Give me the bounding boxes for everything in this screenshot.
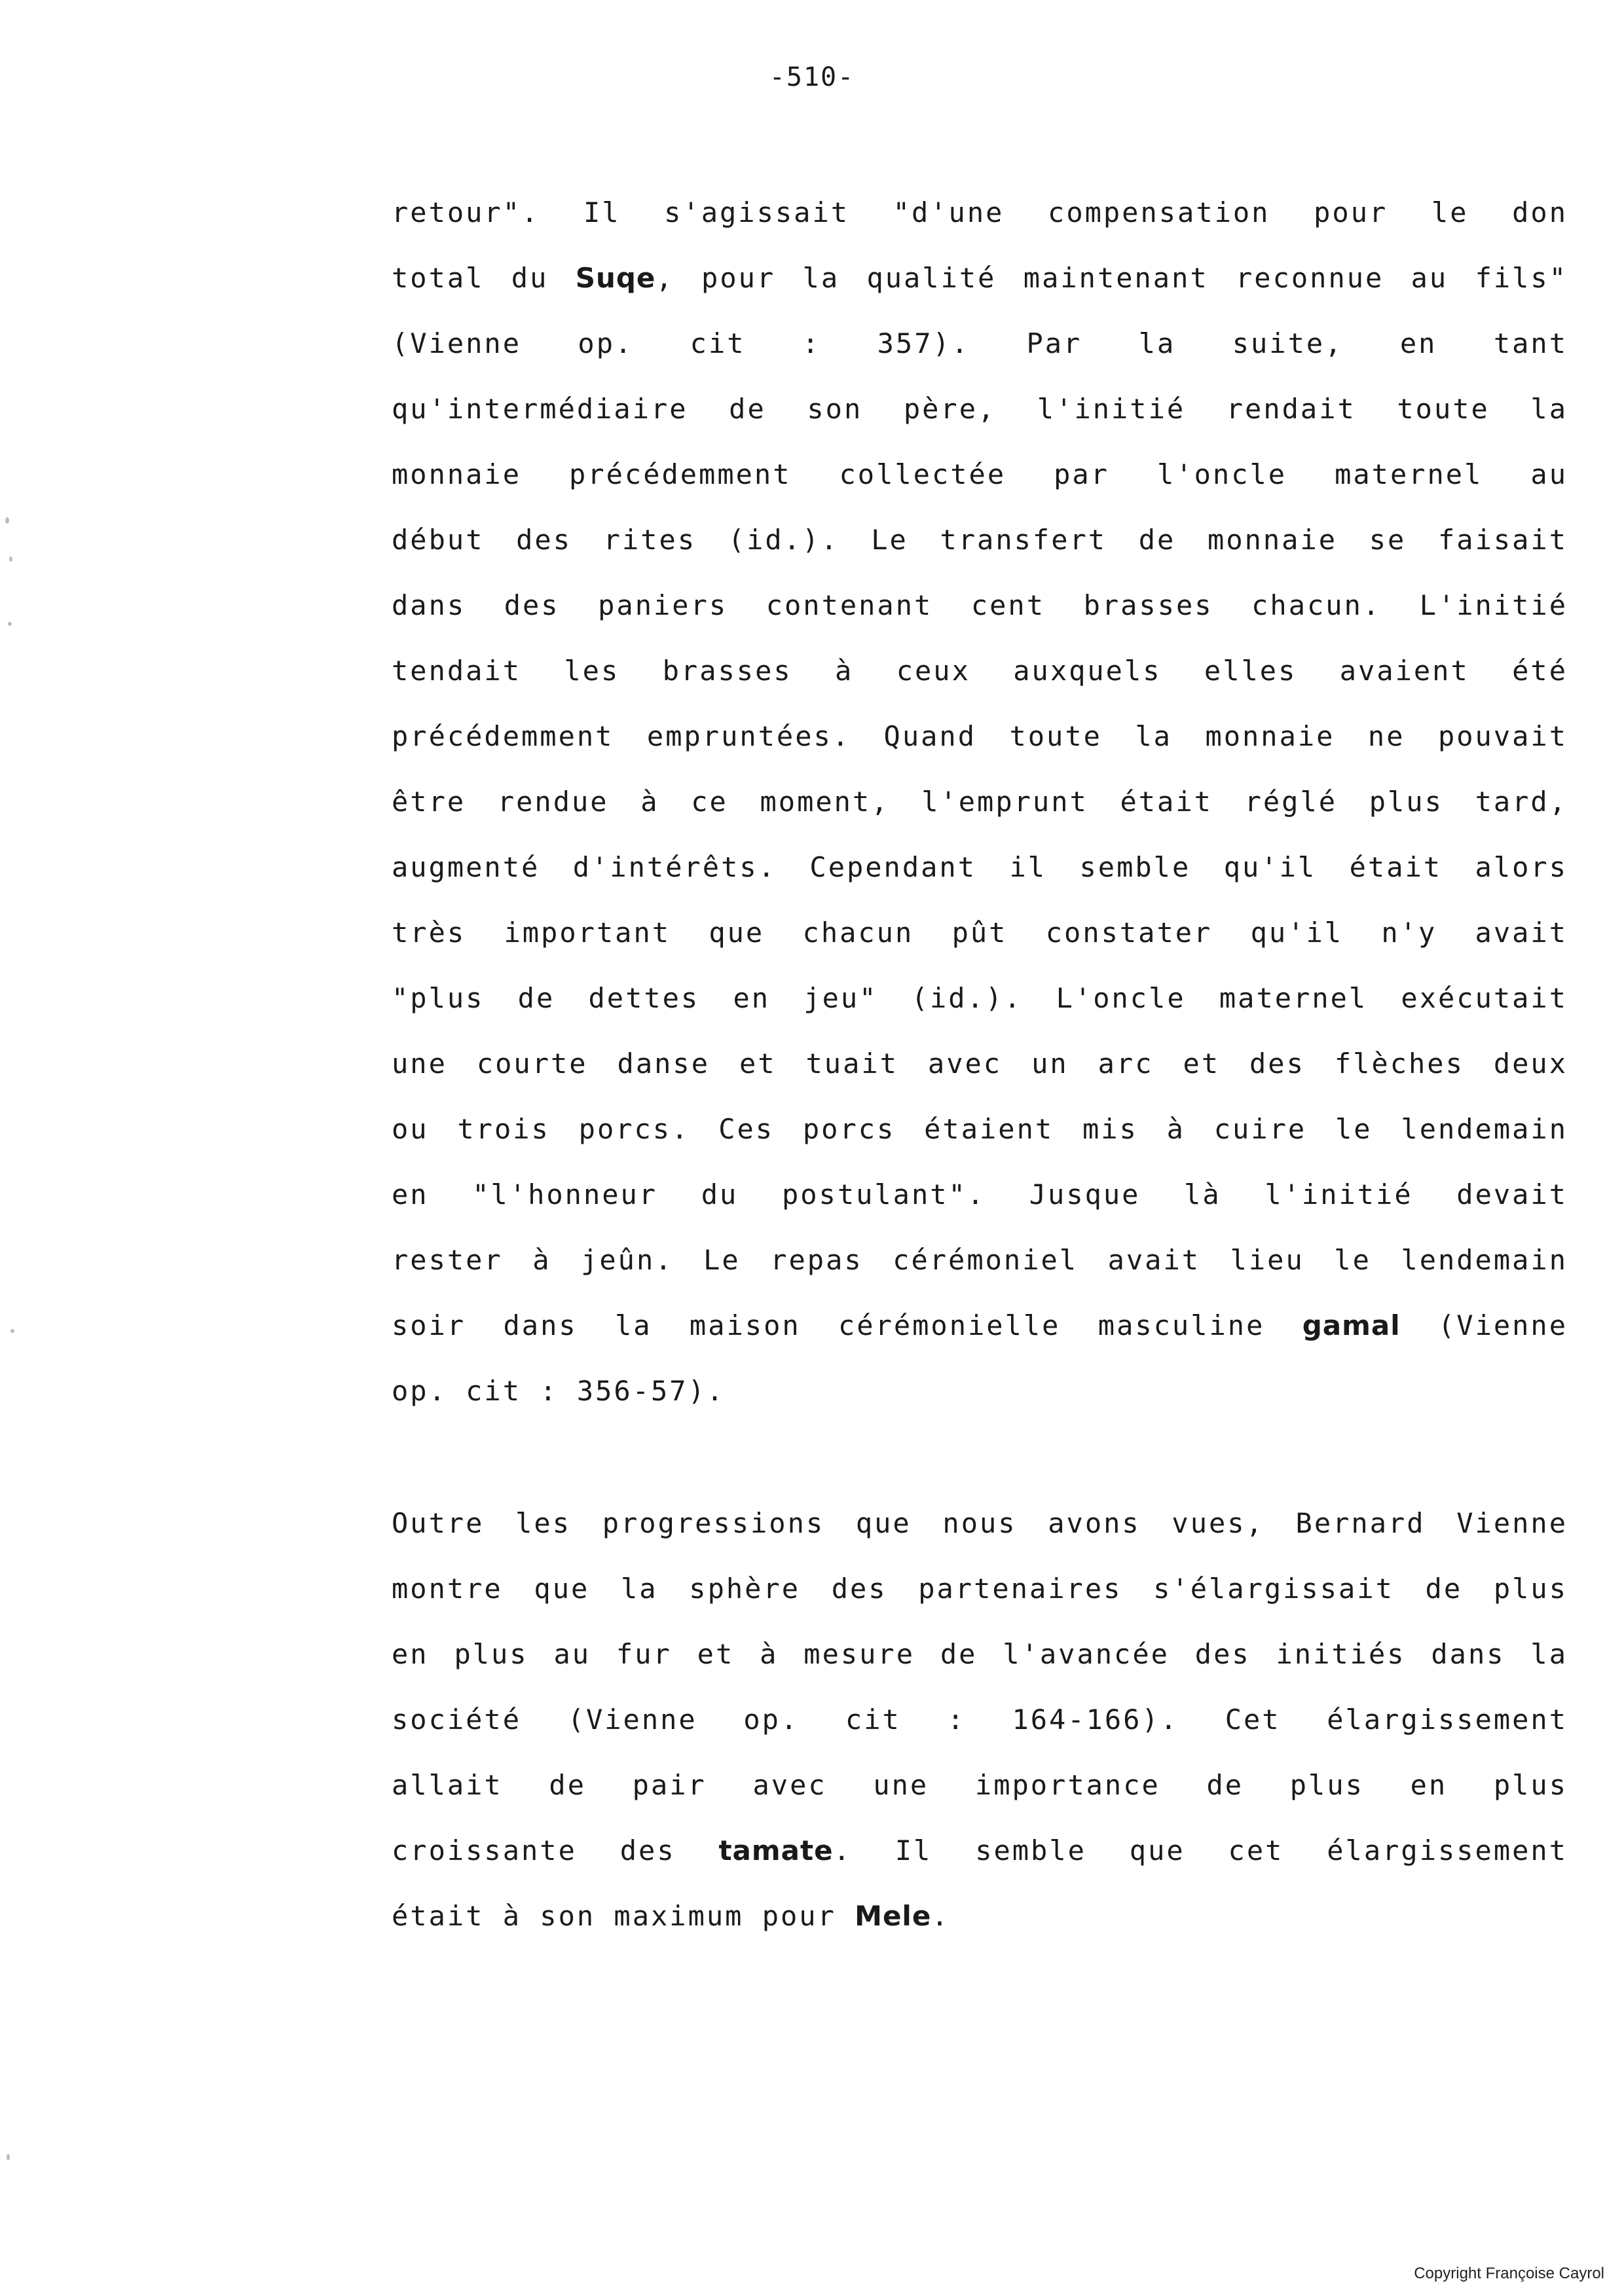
scan-speck bbox=[9, 556, 12, 562]
emphasis-term: tamate bbox=[718, 1834, 834, 1867]
scan-speck bbox=[7, 2154, 10, 2160]
text-line: Outre les progressions que nous avons vues, Bernard Vienne bbox=[392, 1507, 1568, 1539]
text-line: société (Vienne op. cit : 164-166). Cet élargissement bbox=[392, 1704, 1568, 1736]
text-line: "plus de dettes en jeu" (id.). L'oncle maternel exécutait bbox=[392, 982, 1568, 1014]
paragraph-1 bbox=[392, 180, 1568, 1424]
paragraph-2 bbox=[392, 1491, 1568, 1949]
text-line: être rendue à ce moment, l'emprunt était réglé plus tard, bbox=[392, 786, 1568, 818]
text-line: ou trois porcs. Ces porcs étaient mis à cuire le lendemain bbox=[392, 1113, 1568, 1145]
text-line: croissante des tamate. Il semble que cet élargissement bbox=[392, 1834, 1568, 1867]
text-line: montre que la sphère des partenaires s'élargissait de plus bbox=[392, 1573, 1568, 1605]
text-line: rester à jeûn. Le repas cérémoniel avait lieu le lendemain bbox=[392, 1244, 1568, 1276]
text-line: monnaie précédemment collectée par l'oncle maternel au bbox=[392, 458, 1568, 490]
text-line: début des rites (id.). Le transfert de monnaie se faisait bbox=[392, 524, 1568, 556]
text-line: était à son maximum pour Mele. bbox=[392, 1900, 950, 1932]
text-line: soir dans la maison cérémonielle masculine gamal (Vienne bbox=[392, 1309, 1568, 1341]
text-line: une courte danse et tuait avec un arc et des flèches deux bbox=[392, 1048, 1568, 1080]
text-line: précédemment empruntées. Quand toute la monnaie ne pouvait bbox=[392, 720, 1568, 752]
text-line: en plus au fur et à mesure de l'avancée des initiés dans la bbox=[392, 1638, 1568, 1670]
text-line: qu'intermédiaire de son père, l'initié rendait toute la bbox=[392, 393, 1568, 425]
text-line: très important que chacun pût constater qu'il n'y avait bbox=[392, 917, 1568, 949]
text-line: retour". Il s'agissait "d'une compensation pour le don bbox=[392, 196, 1568, 228]
emphasis-term: Mele bbox=[855, 1900, 932, 1932]
scan-speck bbox=[8, 622, 12, 626]
text-line: en "l'honneur du postulant". Jusque là l'initié devait bbox=[392, 1178, 1568, 1211]
text-line: (Vienne op. cit : 357). Par la suite, en tant bbox=[392, 327, 1568, 359]
copyright-notice: Copyright Françoise Cayrol bbox=[1414, 2265, 1604, 2282]
text-line: total du Suqe, pour la qualité maintenant reconnue au fils" bbox=[392, 262, 1568, 294]
scan-speck bbox=[5, 517, 9, 524]
text-line: allait de pair avec une importance de plus en plus bbox=[392, 1769, 1568, 1801]
emphasis-term: Suqe bbox=[575, 262, 656, 294]
page-number: -510- bbox=[769, 62, 855, 92]
emphasis-term: gamal bbox=[1302, 1309, 1401, 1341]
text-line: op. cit : 356-57). bbox=[392, 1375, 726, 1407]
text-line: augmenté d'intérêts. Cependant il semble qu'il était alors bbox=[392, 851, 1568, 883]
text-line: tendait les brasses à ceux auxquels elles avaient été bbox=[392, 655, 1568, 687]
text-line: dans des paniers contenant cent brasses chacun. L'initié bbox=[392, 589, 1568, 621]
scan-speck bbox=[10, 1329, 14, 1333]
